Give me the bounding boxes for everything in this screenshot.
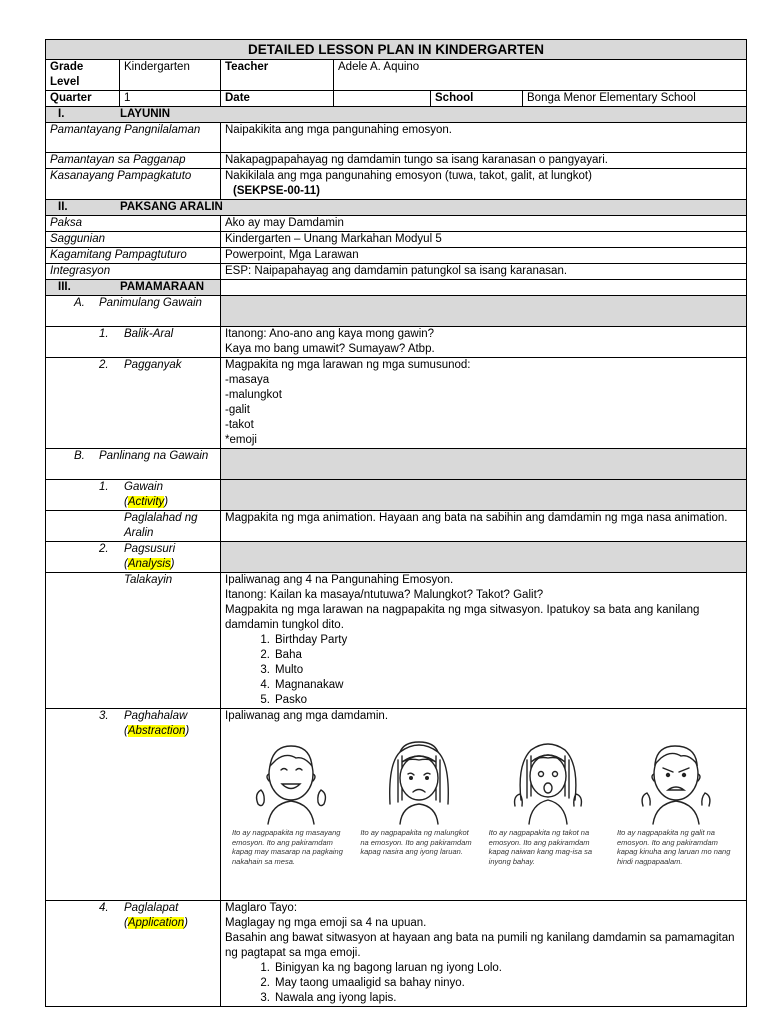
text-line: -malungkot bbox=[225, 389, 282, 401]
section-label: PAMAMARAAN bbox=[120, 281, 205, 293]
item-number: 1. bbox=[99, 328, 109, 340]
list-item: 4. Magnanakaw bbox=[260, 679, 344, 691]
pagganyak-content bbox=[221, 358, 747, 449]
teacher-label: Teacher bbox=[221, 60, 334, 91]
paglalapat-content bbox=[221, 901, 747, 1007]
row-value-cell bbox=[221, 169, 747, 200]
row-value: Naipakikita ang mga pangunahing emosyon. bbox=[221, 123, 747, 153]
list-item: 3. Nawala ang iyong lapis. bbox=[260, 992, 397, 1004]
grade-value: Kindergarten bbox=[120, 60, 221, 91]
subsection-letter: B. bbox=[74, 450, 85, 462]
paren-open: ( bbox=[124, 917, 128, 929]
section-number: I. bbox=[58, 108, 65, 120]
happy-face-figure bbox=[231, 734, 351, 866]
item-number: 1. bbox=[99, 481, 109, 493]
text-line: Magpakita ng mga larawan na nagpapakita ng mga sitwasyon. Ipatukoy sa bata ang kanilang damdamin tungkol dito. bbox=[225, 604, 700, 631]
row-value: Kindergarten – Unang Markahan Modyul 5 bbox=[221, 232, 747, 248]
text-line: *emoji bbox=[225, 434, 257, 446]
row-label: Pamantayan sa Pagganap bbox=[46, 153, 221, 169]
highlight-tag: Analysis bbox=[127, 558, 171, 570]
paren-close: ) bbox=[184, 917, 188, 929]
empty-cell bbox=[221, 280, 747, 296]
item-number: 4. bbox=[99, 902, 109, 914]
happy-boy-icon bbox=[246, 734, 336, 826]
text-line: -masaya bbox=[225, 374, 270, 386]
emotion-caption: Ito ay nagpapakita ng galit na emosyon. Ito ang pakiramdam kapag kinuha ang laruan mo nang hindi nagpapaalam. bbox=[616, 828, 731, 866]
paren-close: ) bbox=[185, 725, 190, 737]
item-label: Gawain bbox=[124, 481, 163, 493]
scared-face-figure bbox=[488, 734, 608, 866]
balik-aral-cell bbox=[46, 327, 221, 358]
highlight-tag: Abstraction bbox=[127, 725, 186, 737]
grade-label: Grade Level bbox=[46, 60, 120, 91]
list-item: 2. Baha bbox=[260, 649, 302, 661]
item-label: Pagganyak bbox=[124, 359, 182, 371]
paghahalaw-content bbox=[221, 709, 747, 901]
subsection-b-cell bbox=[46, 449, 221, 480]
list-item: 1. Birthday Party bbox=[260, 634, 348, 646]
quarter-label: Quarter bbox=[46, 91, 120, 107]
emotion-illustrations bbox=[225, 724, 742, 866]
item-number: 2. bbox=[99, 543, 109, 555]
text-line: -galit bbox=[225, 404, 250, 416]
list-item: 5. Pasko bbox=[260, 694, 307, 706]
empty-cell bbox=[221, 542, 747, 573]
date-label: Date bbox=[221, 91, 334, 107]
emotion-caption: Ito ay nagpapakita ng malungkot na emosyon. Ito ang pakiramdam kapag nasira ang iyong laruan. bbox=[360, 828, 472, 856]
text-line: Itanong: Kailan ka masaya/ntutuwa? Malungkot? Takot? Galit? bbox=[225, 589, 544, 601]
highlight-tag: Application bbox=[127, 917, 185, 929]
text-line: Ipaliwanag ang mga damdamin. bbox=[225, 710, 389, 722]
item-label: Pagsusuri bbox=[124, 543, 176, 555]
pagsusuri-cell bbox=[46, 542, 221, 573]
text-line: Maglaro Tayo: bbox=[225, 902, 298, 914]
paren-close: ) bbox=[170, 558, 175, 570]
item-label: Paglalahad ng Aralin bbox=[124, 512, 198, 539]
item-number: 3. bbox=[99, 710, 109, 722]
row-value: Ako ay may Damdamin bbox=[221, 216, 747, 232]
teacher-value: Adele A. Aquino bbox=[334, 60, 747, 91]
section-number: II. bbox=[58, 201, 68, 213]
text-line: Magpakita ng mga larawan ng mga sumusunod: bbox=[225, 359, 471, 371]
paglalahad-cell bbox=[46, 511, 221, 542]
sad-face-figure bbox=[359, 734, 479, 866]
pagganyak-cell bbox=[46, 358, 221, 449]
school-value: Bonga Menor Elementary School bbox=[523, 91, 747, 107]
text-line: Maglagay ng mga emoji sa 4 na upuan. bbox=[225, 917, 427, 929]
row-value: Nakapagpapahayag ng damdamin tungo sa isang karanasan o pangyayari. bbox=[221, 153, 747, 169]
row-label: Paksa bbox=[46, 216, 221, 232]
item-number: 2. bbox=[99, 359, 109, 371]
subsection-a-cell bbox=[46, 296, 221, 327]
item-label: Paghahalaw bbox=[124, 710, 188, 722]
section-label: LAYUNIN bbox=[120, 108, 171, 120]
text-line: Kaya mo bang umawit? Sumayaw? Atbp. bbox=[225, 343, 435, 355]
section-paksang-aralin bbox=[46, 200, 747, 216]
empty-cell bbox=[221, 449, 747, 480]
lesson-plan-table bbox=[45, 39, 747, 1007]
row-label: Saggunian bbox=[46, 232, 221, 248]
talakayin-cell bbox=[46, 573, 221, 709]
row-label: Integrasyon bbox=[46, 264, 221, 280]
paglalahad-content: Magpakita ng mga animation. Hayaan ang bata na sabihin ang damdamin ng mga nasa animation. bbox=[221, 511, 747, 542]
situation-list bbox=[225, 961, 742, 1006]
highlight-tag: Activity bbox=[127, 496, 165, 508]
empty-cell bbox=[221, 480, 747, 511]
list-item: 2. May taong umaaligid sa bahay ninyo. bbox=[260, 977, 465, 989]
row-value: Nakikilala ang mga pangunahing emosyon (tuwa, takot, galit, at lungkot) bbox=[225, 170, 592, 182]
subsection-letter: A. bbox=[74, 297, 85, 309]
gawain-cell bbox=[46, 480, 221, 511]
row-value: Powerpoint, Mga Larawan bbox=[221, 248, 747, 264]
emotion-caption: Ito ay nagpapakita ng masayang emosyon. Ito ang pakiramdam kapag may masarap na pagkaing nakahain sa mesa. bbox=[232, 828, 343, 866]
talakayin-content bbox=[221, 573, 747, 709]
quarter-value: 1 bbox=[120, 91, 221, 107]
subsection-label: Panimulang Gawain bbox=[99, 297, 202, 309]
document-title: DETAILED LESSON PLAN IN KINDERGARTEN bbox=[46, 40, 747, 60]
text-line: Itanong: Ano-ano ang kaya mong gawin? bbox=[225, 328, 435, 340]
list-item: 1. Binigyan ka ng bagong laruan ng iyong Lolo. bbox=[260, 962, 502, 974]
row-label: Kagamitang Pampagtuturo bbox=[46, 248, 221, 264]
competency-code: (SEKPSE-00-11) bbox=[233, 185, 320, 197]
school-label: School bbox=[431, 91, 523, 107]
empty-cell bbox=[221, 296, 747, 327]
paglalapat-cell bbox=[46, 901, 221, 1007]
subsection-label: Panlinang na Gawain bbox=[99, 450, 209, 462]
text-line: Basahin ang bawat sitwasyon at hayaan ang bata na pumili ng kanilang damdamin sa pamamagitan ng pagtapat sa mga emoji. bbox=[225, 932, 735, 959]
row-value: ESP: Naipapahayag ang damdamin patungkol sa isang karanasan. bbox=[221, 264, 747, 280]
paren-open: ( bbox=[124, 496, 128, 508]
angry-boy-icon bbox=[631, 734, 721, 826]
paghahalaw-cell bbox=[46, 709, 221, 901]
text-line: Ipaliwanag ang 4 na Pangunahing Emosyon. bbox=[225, 574, 454, 586]
sad-girl-icon bbox=[374, 734, 464, 826]
lesson-plan-sheet bbox=[45, 39, 746, 1007]
section-label: PAKSANG ARALIN bbox=[120, 201, 223, 213]
scared-girl-icon bbox=[503, 734, 593, 826]
item-label: Balik-Aral bbox=[124, 328, 174, 340]
item-label: Paglalapat bbox=[124, 902, 179, 914]
section-pamamaraan bbox=[46, 280, 221, 296]
situation-list bbox=[225, 633, 742, 708]
balik-aral-content bbox=[221, 327, 747, 358]
item-label: Talakayin bbox=[124, 574, 173, 586]
paren-open: ( bbox=[124, 725, 128, 737]
row-label: Kasanayang Pampagkatuto bbox=[46, 169, 221, 200]
row-label: Pamantayang Pangnilalaman bbox=[46, 123, 221, 153]
section-number: III. bbox=[58, 281, 71, 293]
text-line: -takot bbox=[225, 419, 254, 431]
date-value bbox=[334, 91, 431, 107]
paren-open: ( bbox=[124, 558, 128, 570]
section-layunin bbox=[46, 107, 747, 123]
list-item: 3. Multo bbox=[260, 664, 304, 676]
paren-close: ) bbox=[164, 496, 169, 508]
emotion-caption: Ito ay nagpapakita ng takot na emosyon. Ito ang pakiramdam kapag naiwan kang mag-isa sa inyong bahay. bbox=[488, 828, 593, 866]
angry-face-figure bbox=[616, 734, 736, 866]
